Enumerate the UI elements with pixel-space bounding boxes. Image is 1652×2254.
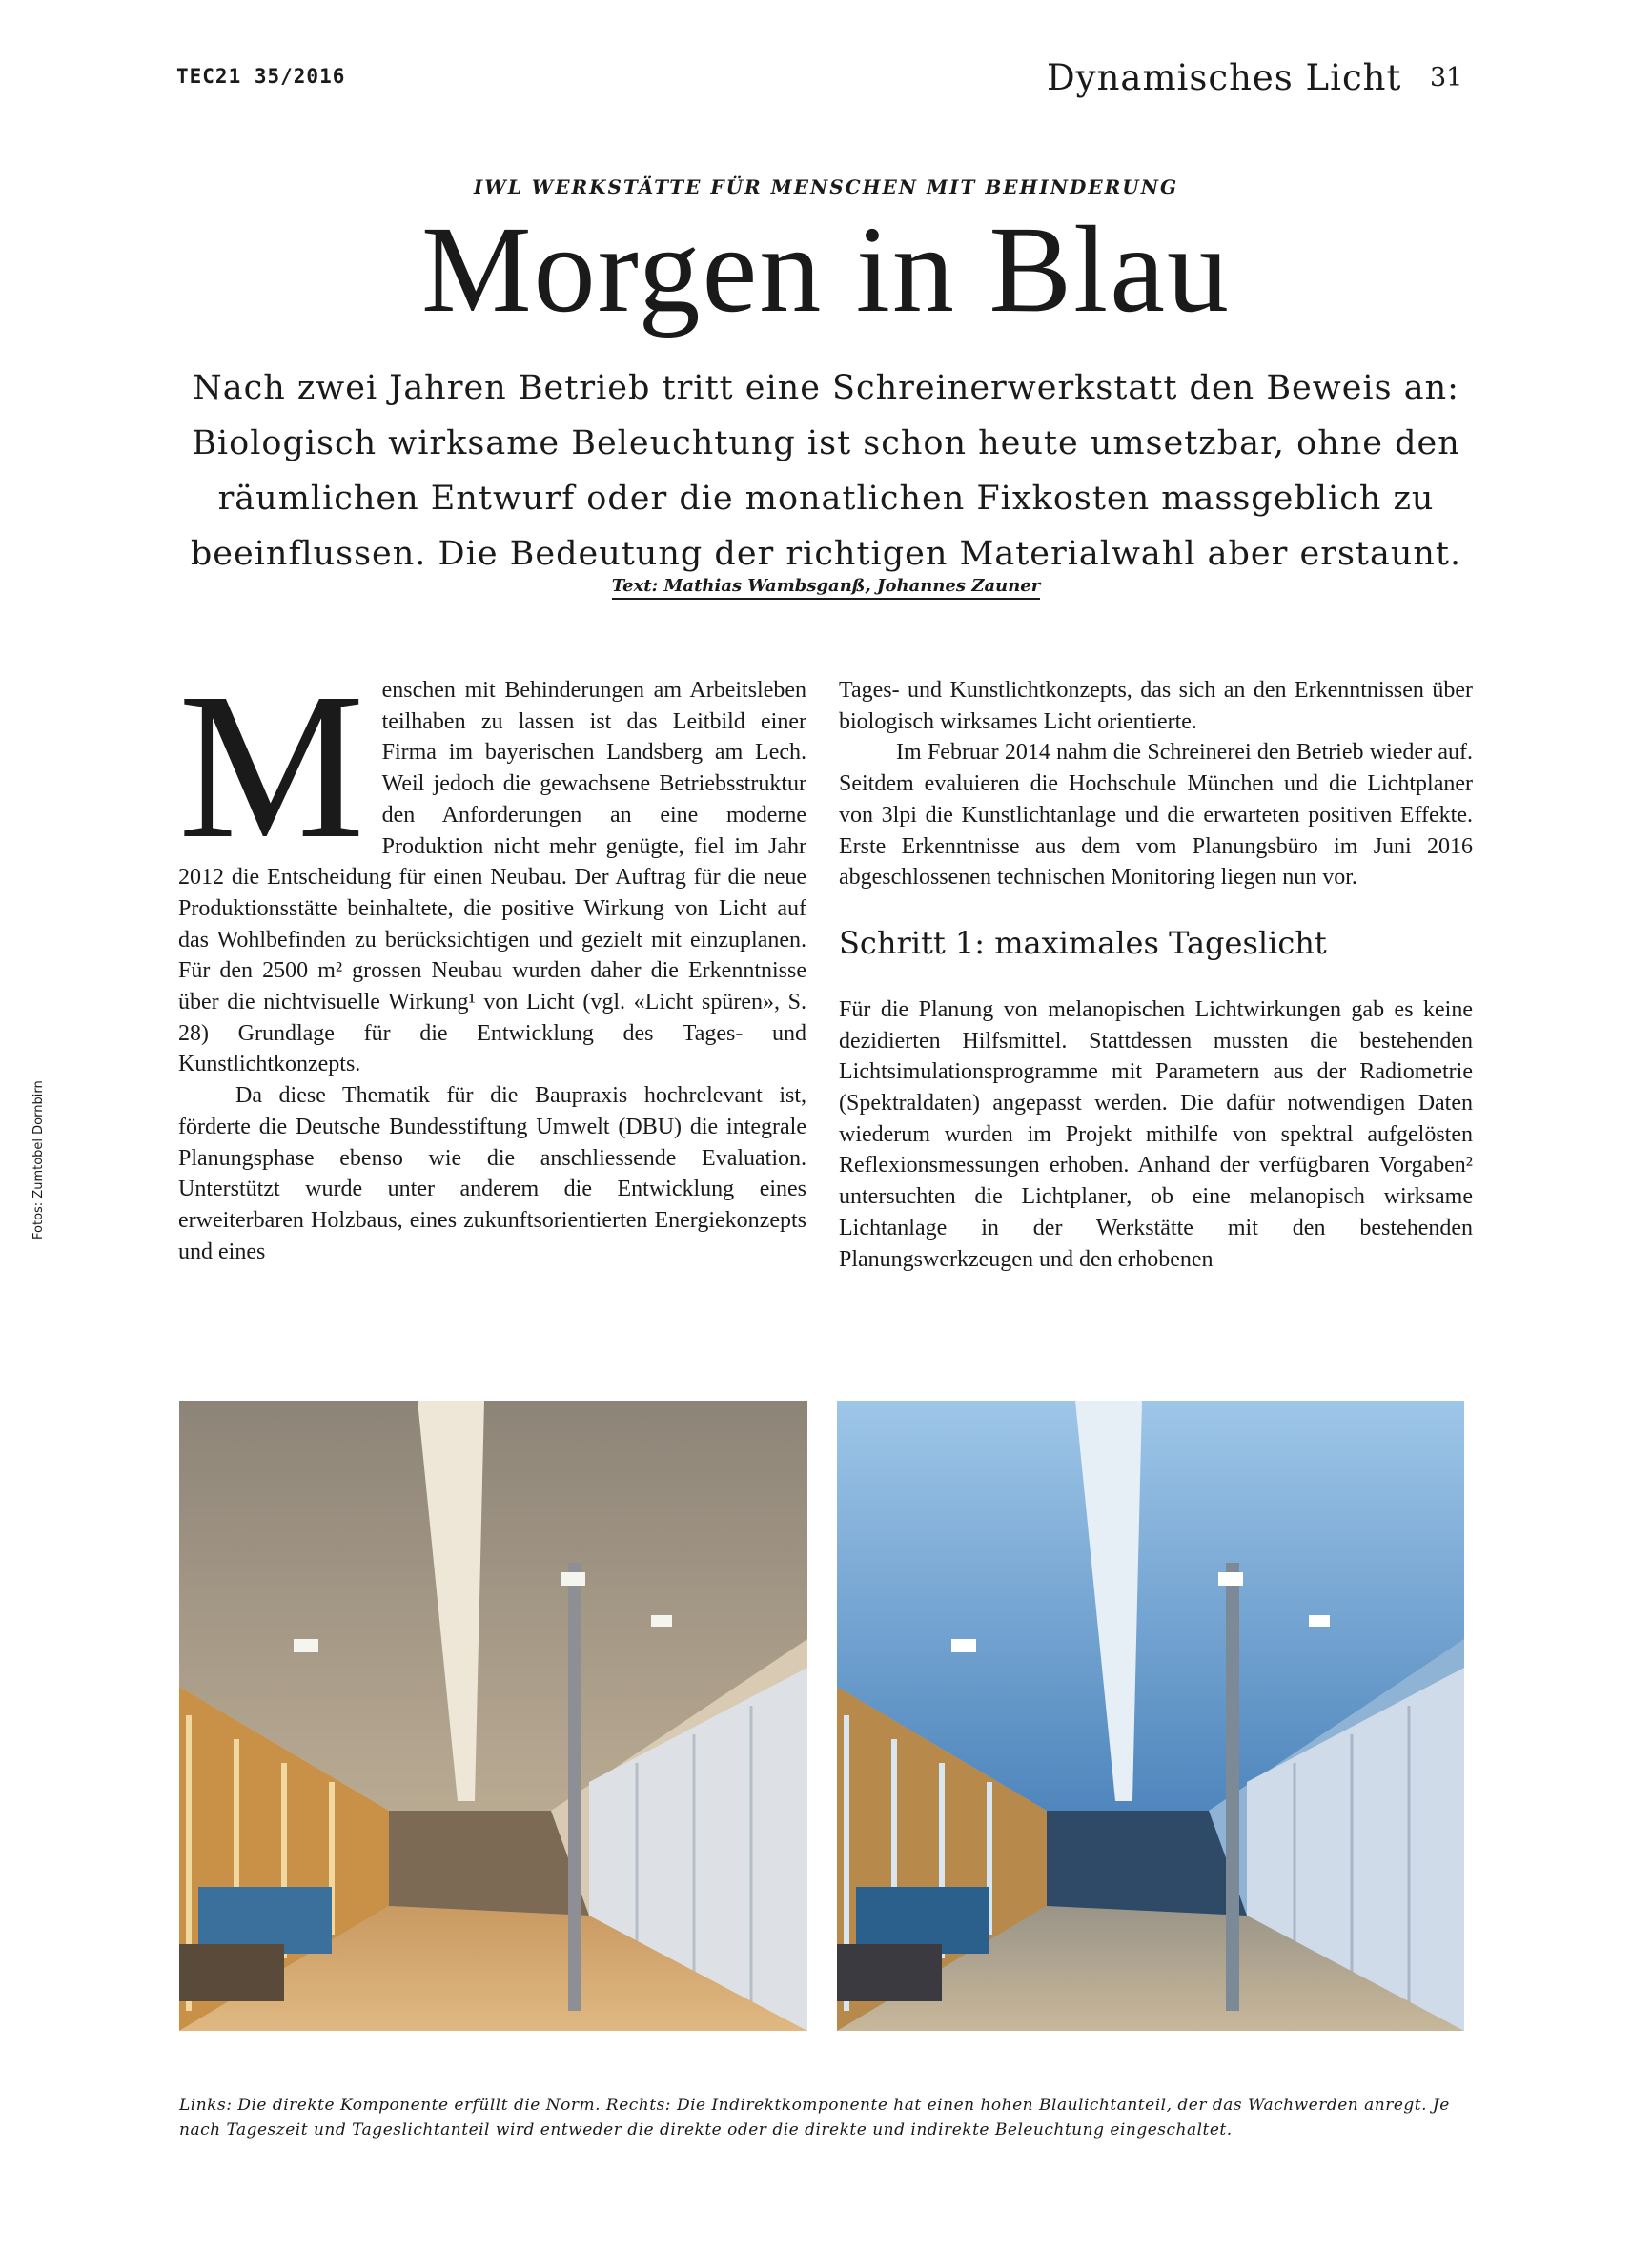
paragraph: Im Februar 2014 nahm die Schreinerei den Betrieb wieder auf. Seitdem evaluieren die Hochschule München und die Lichtplaner von 3lpi die Kunstlichtanlage und die erwarteten positiven Effekte. Erste Erkenntnisse aus dem vom Planungsbüro im Juni 2016 abgeschlossenen technischen Monitoring liegen nun vor. [839,740,1473,891]
headline: Morgen in Blau [421,201,1231,338]
photo-credit: Fotos: Zumtobel Dornbirn [31,1080,46,1240]
kicker: IWL WERKSTÄTTE FÜR MENSCHEN MIT BEHINDERUNG [473,175,1179,198]
paragraph: enschen mit Behinderungen am Arbeitsleben teilhaben zu lassen ist das Leitbild einer Firma im bayerischen Landsberg am Lech. Weil jedoch die gewachsene Betriebsstruktur den Anforderungen an eine moderne Produktion nicht mehr genügte, fiel im Jahr 2012 die Entscheidung für einen Neubau. Der Auftrag für die neue Produktionsstätte beinhaltete, die positive Wirkung von Licht auf das Wohlbefinden zu berücksichtigen und gezielt mit einzuplanen. Für den 2500 m² grossen Neubau wurden daher die Erkenntnisse über die nichtvisuelle Wirkung¹ von Licht (vgl. «Licht spüren», S. 28) Grundlage für die Entwicklung des Tages- und Kunstlichtkonzepts. [178,678,806,1077]
drop-cap: M [178,649,365,882]
issue-label: TEC21 35/2016 [176,65,346,88]
byline-text: Text: Mathias Wambsganß, Johannes Zauner [612,576,1040,600]
body-column-right [839,675,1473,1275]
byline [0,576,1652,596]
workshop-photo-warm [179,1401,807,2031]
paragraph: Für die Planung von melanopischen Lichtwirkungen gab es keine dezidierten Hilfsmittel. Stattdessen mussten die bestehenden Lichtsimulationsprogramme mit Parametern aus der Radiometrie (Spektraldaten) angepasst werden. Die dafür notwendigen Daten wiederum wurden im Projekt mithilfe von spektral aufgelösten Reflexionsmessungen erhoben. Anhand der verfügbaren Vorgaben² untersuchten die Lichtplaner, ob eine melanopisch wirksame Lichtanlage in der Werkstätte mit den bestehenden Planungswerkzeugen und den erhobenen [839,996,1473,1272]
paragraph: Da diese Thematik für die Baupraxis hochrelevant ist, förderte die Deutsche Bundesstiftung Umwelt (DBU) die integrale Planungsphase ebenso wie die anschliessende Evaluation. Unterstützt wurde unter anderem die Entwicklung eines erweiterbaren Holzbaus, eines zukunftsorientierten Energiekonzepts und eines [178,1083,806,1264]
section-title: Dynamisches Licht [1047,57,1402,98]
photo-caption: Links: Die direkte Komponente erfüllt die Norm. Rechts: Die Indirektkomponente hat einen hohen Blaulichtanteil, der das Wachwerden anregt. Je nach Tageszeit und Tageslichtanteil wird entweder die direkte oder die direkte und indirekte Beleuchtung eingeschaltet. [179,2096,1450,2140]
lead-paragraph: Nach zwei Jahren Betrieb tritt eine Schreinerwerkstatt den Beweis an: Biologisch wirksame Beleuchtung ist schon heute umsetzbar, ohne den räumlichen Entwurf oder die monatlichen Fixkosten massgeblich zu beeinflussen. Die Bedeutung der richtigen Materialwahl aber erstaunt. [190,369,1462,573]
workshop-photo-blue [837,1401,1464,2031]
page-number: 31 [1430,63,1463,92]
paragraph: Tages- und Kunstlichtkonzepts, das sich an den Erkenntnissen über biologisch wirksames Licht orientierte. [839,678,1473,734]
subheading: Schritt 1: maximales Tageslicht [839,924,1327,961]
body-column-left [178,649,806,1267]
